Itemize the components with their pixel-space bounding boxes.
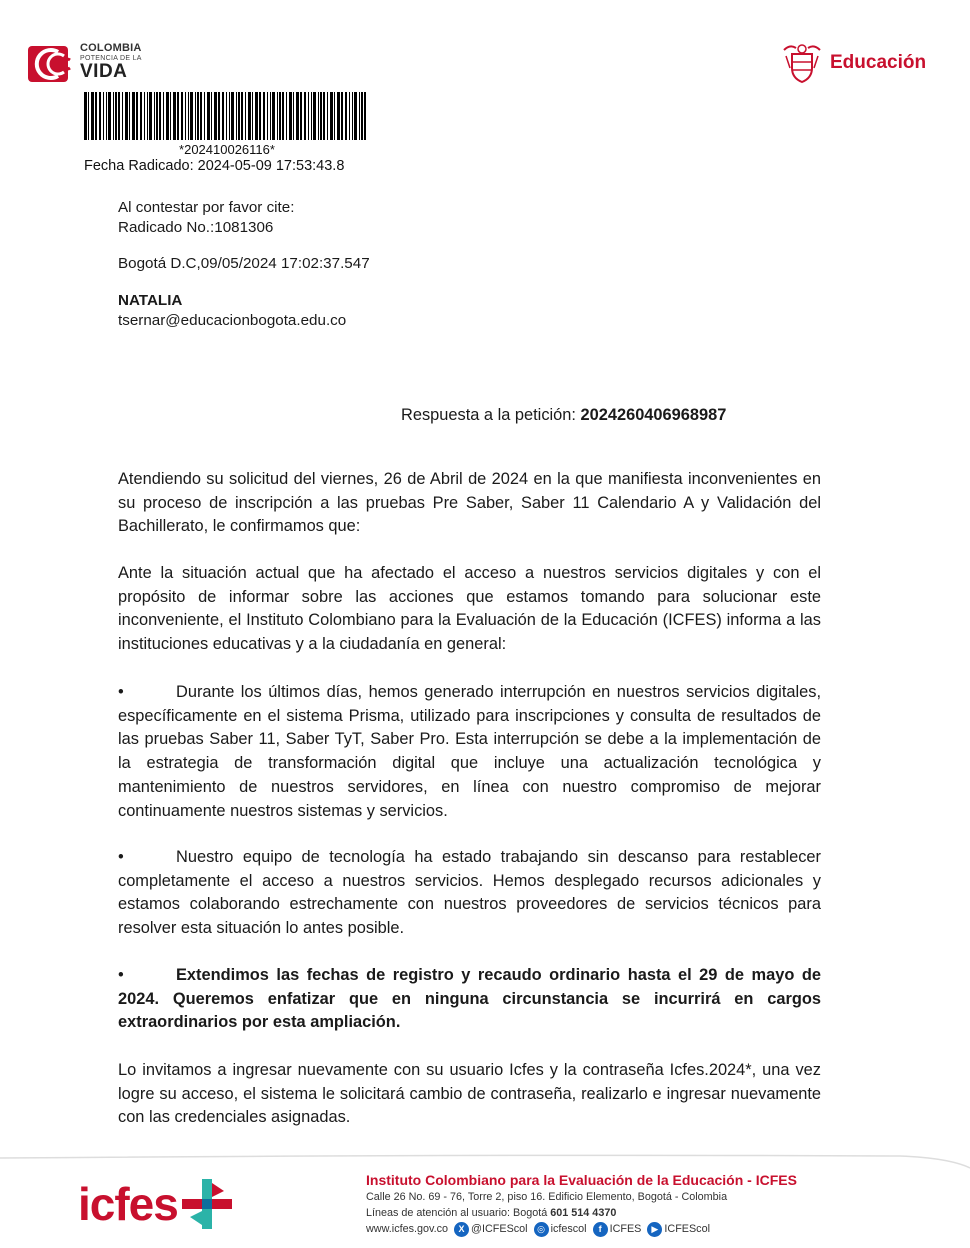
barcode-bar: [207, 92, 210, 140]
recipient-block: [118, 291, 346, 331]
bullet-symbol: •: [118, 683, 124, 701]
barcode-bar: [125, 92, 128, 140]
barcode-bar: [170, 92, 171, 140]
barcode-bar: [277, 92, 278, 140]
barcode-bar: [132, 92, 135, 140]
barcode-bar: [349, 92, 350, 140]
bullet-text: Extendimos las fechas de registro y recaudo ordinario hasta el 29 de mayo de 2024. Queremos enfatizar que en ninguna circunstancia se incurrirá en cargos extraordinarios por esta ampliación.: [118, 966, 821, 1032]
cite-line: Al contestar por favor cite:: [118, 199, 295, 216]
bullet-symbol: •: [118, 848, 124, 866]
barcode-bar: [318, 92, 319, 140]
barcode-bar: [91, 92, 94, 140]
barcode-bar: [236, 92, 237, 140]
barcode-bar: [200, 92, 202, 140]
ministry-education-logo: [780, 42, 926, 84]
barcode-number: *202410026116*: [179, 142, 275, 157]
barcode-bar: [99, 92, 101, 140]
social-youtube[interactable]: [647, 1221, 710, 1237]
barcode-bar: [129, 92, 130, 140]
cite-block: [118, 198, 294, 238]
barcode-bar: [122, 92, 123, 140]
bullet-text: Durante los últimos días, hemos generado interrupción en nuestros servicios digitales, específicamente en el sistema Prisma, utilizado para inscripciones y consulta de resultados de las pruebas Saber 11, Saber TyT, Saber Pro. Esta interrupción se debe a la implementación de la estrategia de transformación digital que incluye una actualización tecnológica y mantenimiento de nuestros servidores, en línea con nuestro compromiso de mejorar continuamente nuestros sistemas y servicios.: [118, 683, 821, 820]
barcode-bar: [154, 92, 155, 140]
footer-address: Calle 26 No. 69 - 76, Torre 2, piso 16. Edificio Elemento, Bogotá - Colombia: [366, 1191, 728, 1203]
barcode-bar: [118, 92, 120, 140]
youtube-icon: ▶: [647, 1222, 662, 1237]
barcode-bar: [361, 92, 363, 140]
barcode-bar: [311, 92, 312, 140]
barcode-bar: [181, 92, 183, 140]
barcode-bar: [229, 92, 230, 140]
barcode-bar: [238, 92, 240, 140]
barcode-bar: [166, 92, 169, 140]
barcode-bar: [245, 92, 246, 140]
barcode-bar: [214, 92, 217, 140]
paragraph-intro: Atendiendo su solicitud del viernes, 26 de Abril de 2024 en la que manifiesta inconvenientes en su proceso de inscripción a las pruebas Pre Saber, Saber 11 Calendario A y Validación del Bachillerato, le confirmamos que:: [118, 470, 821, 536]
fecha-radicado: Fecha Radicado: 2024-05-09 17:53:43.8: [84, 158, 345, 174]
paragraph-situation: Ante la situación actual que ha afectado el acceso a nuestros servicios digitales y con el propósito de informar sobre las acciones que estamos tomando para solucionar este inconveniente, el Instituto Colombiano para la Evaluación de la Educación (ICFES) informa a las instituciones educativas y a la ciudadanía en general:: [118, 564, 821, 654]
bullet-item-extension: [118, 964, 821, 1035]
footer-contact-info: [366, 1170, 797, 1237]
barcode-bar: [308, 92, 309, 140]
footer-social-links: [366, 1221, 797, 1237]
gov-logo-line1: COLOMBIA: [80, 42, 142, 54]
icfes-logo-word: icfes: [78, 1178, 178, 1230]
social-instagram[interactable]: [534, 1221, 587, 1237]
barcode-bar: [345, 92, 347, 140]
barcode-bar: [327, 92, 328, 140]
barcode-bar: [106, 92, 107, 140]
barcode-bar: [304, 92, 306, 140]
footer-website[interactable]: www.icfes.gov.co: [366, 1223, 449, 1235]
ministry-label: Educación: [830, 52, 927, 73]
footer-phone-number: 601 514 4370: [550, 1206, 617, 1219]
barcode-bar: [330, 92, 333, 140]
barcode-bar: [136, 92, 138, 140]
footer-divider-curve: [0, 1150, 970, 1170]
barcode-bar: [222, 92, 224, 140]
social-instagram-handle: icfescol: [550, 1223, 587, 1235]
bullet-item-team: [118, 846, 821, 941]
colombia-potencia-de-la-vida-logo-icon: [28, 44, 76, 84]
barcode-bar: [320, 92, 322, 140]
barcode-bar: [248, 92, 251, 140]
barcode-bar: [252, 92, 253, 140]
barcode-bar: [159, 92, 161, 140]
barcode-bar: [113, 92, 114, 140]
barcode-bar: [211, 92, 212, 140]
barcode-bar: [359, 92, 360, 140]
barcode-bar: [95, 92, 97, 140]
footer-phone: [366, 1206, 797, 1222]
barcode-bar: [300, 92, 302, 140]
footer-phone-label: Líneas de atención al usuario: Bogotá: [366, 1206, 551, 1219]
barcode-bar: [140, 92, 142, 140]
facebook-icon: f: [593, 1222, 608, 1237]
coat-of-arms-icon: [780, 42, 824, 84]
barcode-bar: [195, 92, 196, 140]
social-x-handle: @ICFEScol: [471, 1223, 528, 1235]
barcode-bar: [255, 92, 258, 140]
place-date: Bogotá D.C,09/05/2024 17:02:37.547: [118, 255, 370, 272]
barcode-bar: [144, 92, 145, 140]
barcode-bar: [354, 92, 357, 140]
barcode-bar: [259, 92, 261, 140]
recipient-name: NATALIA: [118, 292, 183, 309]
barcode-bar: [218, 92, 220, 140]
barcode-bar: [334, 92, 335, 140]
barcode-bar: [156, 92, 158, 140]
barcode-bar: [188, 92, 189, 140]
bullet-item-interruption: [118, 681, 821, 823]
barcode-bar: [197, 92, 199, 140]
barcode-bar: [323, 92, 325, 140]
barcode-bar: [88, 92, 89, 140]
radicado-number: Radicado No.:1081306: [118, 219, 274, 236]
x-icon: X: [454, 1222, 469, 1237]
barcode-bar: [190, 92, 193, 140]
response-number: 2024260406968987: [580, 406, 727, 424]
gov-logo-text: [80, 43, 142, 81]
barcode-bar: [177, 92, 179, 140]
barcode: [84, 92, 370, 140]
icfes-logo: [78, 1174, 234, 1234]
barcode-bar: [279, 92, 281, 140]
barcode-bar: [313, 92, 316, 140]
barcode-bar: [337, 92, 340, 140]
recipient-email: tsernar@educacionbogota.edu.co: [118, 312, 347, 329]
barcode-bar: [173, 92, 176, 140]
barcode-bar: [163, 92, 164, 140]
response-label: Respuesta a la petición:: [401, 406, 581, 424]
barcode-bar: [84, 92, 87, 140]
barcode-bar: [286, 92, 287, 140]
barcode-bar: [147, 92, 148, 140]
barcode-bar: [103, 92, 104, 140]
social-facebook[interactable]: [593, 1221, 642, 1237]
barcode-bar: [231, 92, 234, 140]
barcode-bar: [270, 92, 271, 140]
social-youtube-handle: ICFEScol: [664, 1223, 710, 1235]
barcode-bar: [352, 92, 353, 140]
instagram-icon: ◎: [534, 1222, 549, 1237]
response-reference: [401, 404, 726, 426]
barcode-bar: [263, 92, 265, 140]
paragraph-invitation: Lo invitamos a ingresar nuevamente con su usuario Icfes y la contraseña Icfes.2024*, una vez logre su acceso, el sistema le solicitará cambio de contraseña, realizarlo e ingresar nuevamente con las credenciales asignadas.: [118, 1061, 821, 1127]
social-x[interactable]: [454, 1221, 528, 1237]
gov-logo-line3: VIDA: [80, 61, 128, 82]
barcode-bar: [296, 92, 299, 140]
barcode-bar: [241, 92, 243, 140]
footer-institution: Instituto Colombiano para la Evaluación de la Educación - ICFES: [366, 1172, 797, 1188]
barcode-bar: [204, 92, 205, 140]
barcode-bar: [293, 92, 294, 140]
icfes-star-icon: [180, 1177, 234, 1231]
barcode-bar: [289, 92, 292, 140]
barcode-bar: [282, 92, 284, 140]
barcode-bar: [226, 92, 227, 140]
barcode-bar: [185, 92, 186, 140]
bullet-symbol: •: [118, 966, 124, 984]
gov-logo-line2: POTENCIA DE LA: [80, 55, 142, 62]
social-facebook-handle: ICFES: [609, 1223, 642, 1235]
barcode-bar: [364, 92, 366, 140]
barcode-bar: [267, 92, 268, 140]
barcode-bar: [108, 92, 111, 140]
barcode-bar: [341, 92, 343, 140]
barcode-bar: [149, 92, 152, 140]
barcode-bar: [272, 92, 275, 140]
bullet-text: Nuestro equipo de tecnología ha estado trabajando sin descanso para restablecer completamente el acceso a nuestros servicios. Hemos desplegado recursos adicionales y estamos colaborando estrechamente con nuestros proveedores de servicios técnicos para resolver esta situación lo antes posible.: [118, 848, 821, 938]
barcode-bar: [115, 92, 117, 140]
